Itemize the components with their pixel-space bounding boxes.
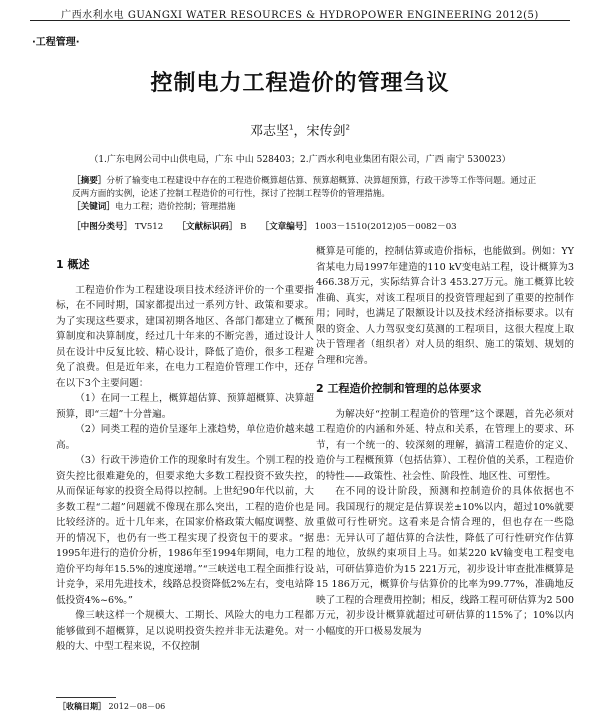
clc-field bbox=[72, 221, 163, 234]
footnote-divider bbox=[56, 697, 116, 698]
author-affil-mark: 2 bbox=[345, 123, 350, 132]
received-date bbox=[58, 701, 165, 712]
abstract-block bbox=[72, 175, 538, 214]
body-paragraph: 工程造价作为工程建设项目技术经济评价的一个重要指标，在不同时期，国家都提出过一系列方针、政策和要求。为了实现这些要求，建国初期各地区、各部门都建立了概预算制度和决算制度，经过几十年来的不断完善，通过设计人员在设计中反复比较、精心设计，降低了造价，很多工程避免了浪费。但是近年来，在电力工程造价管理工作中，还存在以下3个主要问题： bbox=[56, 284, 314, 389]
author-affil-mark: 1 bbox=[289, 123, 294, 132]
section-heading: 2 工程造价控制和管理的总体要求 bbox=[316, 382, 482, 395]
author-line bbox=[0, 120, 600, 139]
author-separator: ， bbox=[293, 124, 307, 139]
affiliation: （1.广东电网公司中山供电局，广东 中山 528403；2.广西水利电业集团有限公司，广西 南宁 530023） bbox=[89, 155, 511, 165]
classification-row bbox=[72, 221, 538, 234]
keywords-text: 电力工程；造价控制；管理措施 bbox=[114, 202, 236, 212]
body-paragraph: 像三峡这样一个规模大、工期长、风险大的电力工程都能够做到不超概算，足以说明投资失控并非无法避免。对一般的大、中型工程来说，不仅控制 bbox=[56, 610, 314, 652]
running-header: 广西水利水电 GUANGXI WATER RESOURCES & HYDROPOWER ENGINEERING 2012(5) bbox=[61, 10, 539, 21]
body-paragraph: （3）行政干涉造价工作的现象时有发生。个别工程的投资失控比很难避免的，但要求绝大多数工程投资不致失控，从而保证每家的投资全局得以控制。上世纪90年代以前，大多数工程“二超”问题就不像现在那么突出，工程的造价也是比较经济的。近十几年来，在国家价格政策大幅度调整、放开的情况下，也仍有一些工程实现了投资包干的要求。“据1995年进行的造价分析，1986年至1994年期间，电力工程造价平均每年15.5%的速度递增。”“三峡送电工程全面推行设计竞争，采用先进技术，线路总投资降低2%左右，变电站降低投资4%~6%。” bbox=[56, 455, 314, 606]
body-paragraph: 为解决好“控制工程造价的管理”这个课题，首先必须对工程造价的内涵和外延、特点和关系，在管理上的要求、环节，有一个统一的、较深刻的理解，搞清工程造价的定义、造价与工程概预算（包括估算）、工程价值的关系，工程造价的特性——政策性、社会性、阶段性、地区性、可塑性。 bbox=[316, 408, 574, 482]
body-paragraph: 概算是可能的，控制估算或造价指标，也能做到。例如：YY省某电力局1997年建造的110 kV变电站工程，设计概算为3 466.38万元，实际结算合计3 453.27万元。施工概算比较准确、真实，对该工程项目的投资管理起到了重要的控制作用；同时，也满足了限额设计以及技术经济指标要求。以有限的资金、人力驾驭变幻莫测的工程项目，这很大程度上取决于管理者（组织者）对人员的组织、施工的策划、规划的合理和完善。 bbox=[316, 246, 574, 366]
doc-code-value: B bbox=[240, 222, 247, 232]
body-column-right bbox=[316, 244, 574, 639]
header-divider bbox=[30, 20, 570, 21]
keywords bbox=[72, 201, 538, 214]
abstract-label: ［摘要］ bbox=[72, 176, 107, 186]
author-name: 邓志坚 bbox=[250, 124, 290, 139]
abstract-text: 分析了输变电工程建设中存在的工程造价概算超估算、预算超概算、决算超预算，行政干涉等工作等问题。通过正反两方面的实例，论述了控制工程造价的可行性，探讨了控制工程等价的管理措施。 bbox=[72, 176, 537, 199]
section-heading: 1 概述 bbox=[56, 258, 90, 271]
doc-code-label: ［文献标识码］ bbox=[177, 222, 238, 232]
doc-code-field bbox=[177, 221, 246, 234]
article-no-value: 1003－1510(2012)05－0082－03 bbox=[314, 222, 457, 232]
section-label: ·工程管理· bbox=[32, 37, 80, 48]
body-column-left bbox=[56, 244, 314, 655]
clc-value: TV512 bbox=[134, 222, 164, 232]
article-no-field bbox=[260, 221, 456, 234]
keywords-label: ［关键词］ bbox=[72, 202, 115, 212]
received-label: ［收稿日期］ bbox=[58, 702, 106, 711]
body-paragraph: 在不同的设计阶段，预测和控制造价的具体依据也不同。我国现行的规定是估算误差±10%以内，超过10%就要重做可行性研究。这看来是合情合理的，但也存在一些隐患：无异认可了超估算的合法性，降低了可行性研究作估算的地位，放纵约束项目上马。如某220 kV输变电工程变电站，可研估算造价为15 221万元，初步设计审查批准概算是15 186万元，概算价与估算价的比率为99.77%，准确地反映了工程的合理费用控制；相反，线路工程可研估算为2 500万元，初步设计概算就超过可研估算的115%了；10%以内小幅度的开口极易发展为 bbox=[316, 486, 574, 637]
author-name: 宋传剑 bbox=[306, 124, 346, 139]
abstract bbox=[72, 175, 538, 201]
article-title: 控制电力工程造价的管理刍议 bbox=[150, 71, 450, 96]
article-no-label: ［文章编号］ bbox=[260, 222, 313, 232]
body-paragraph: （2）同类工程的造价呈逐年上涨趋势，单位造价越来越高。 bbox=[56, 424, 314, 451]
received-value: 2012－08－06 bbox=[108, 702, 166, 711]
body-paragraph: （1）在同一工程上，概算超估算、预算超概算、决算超预算，即“三超”十分普遍。 bbox=[56, 393, 314, 420]
clc-label: ［中图分类号］ bbox=[72, 222, 133, 232]
